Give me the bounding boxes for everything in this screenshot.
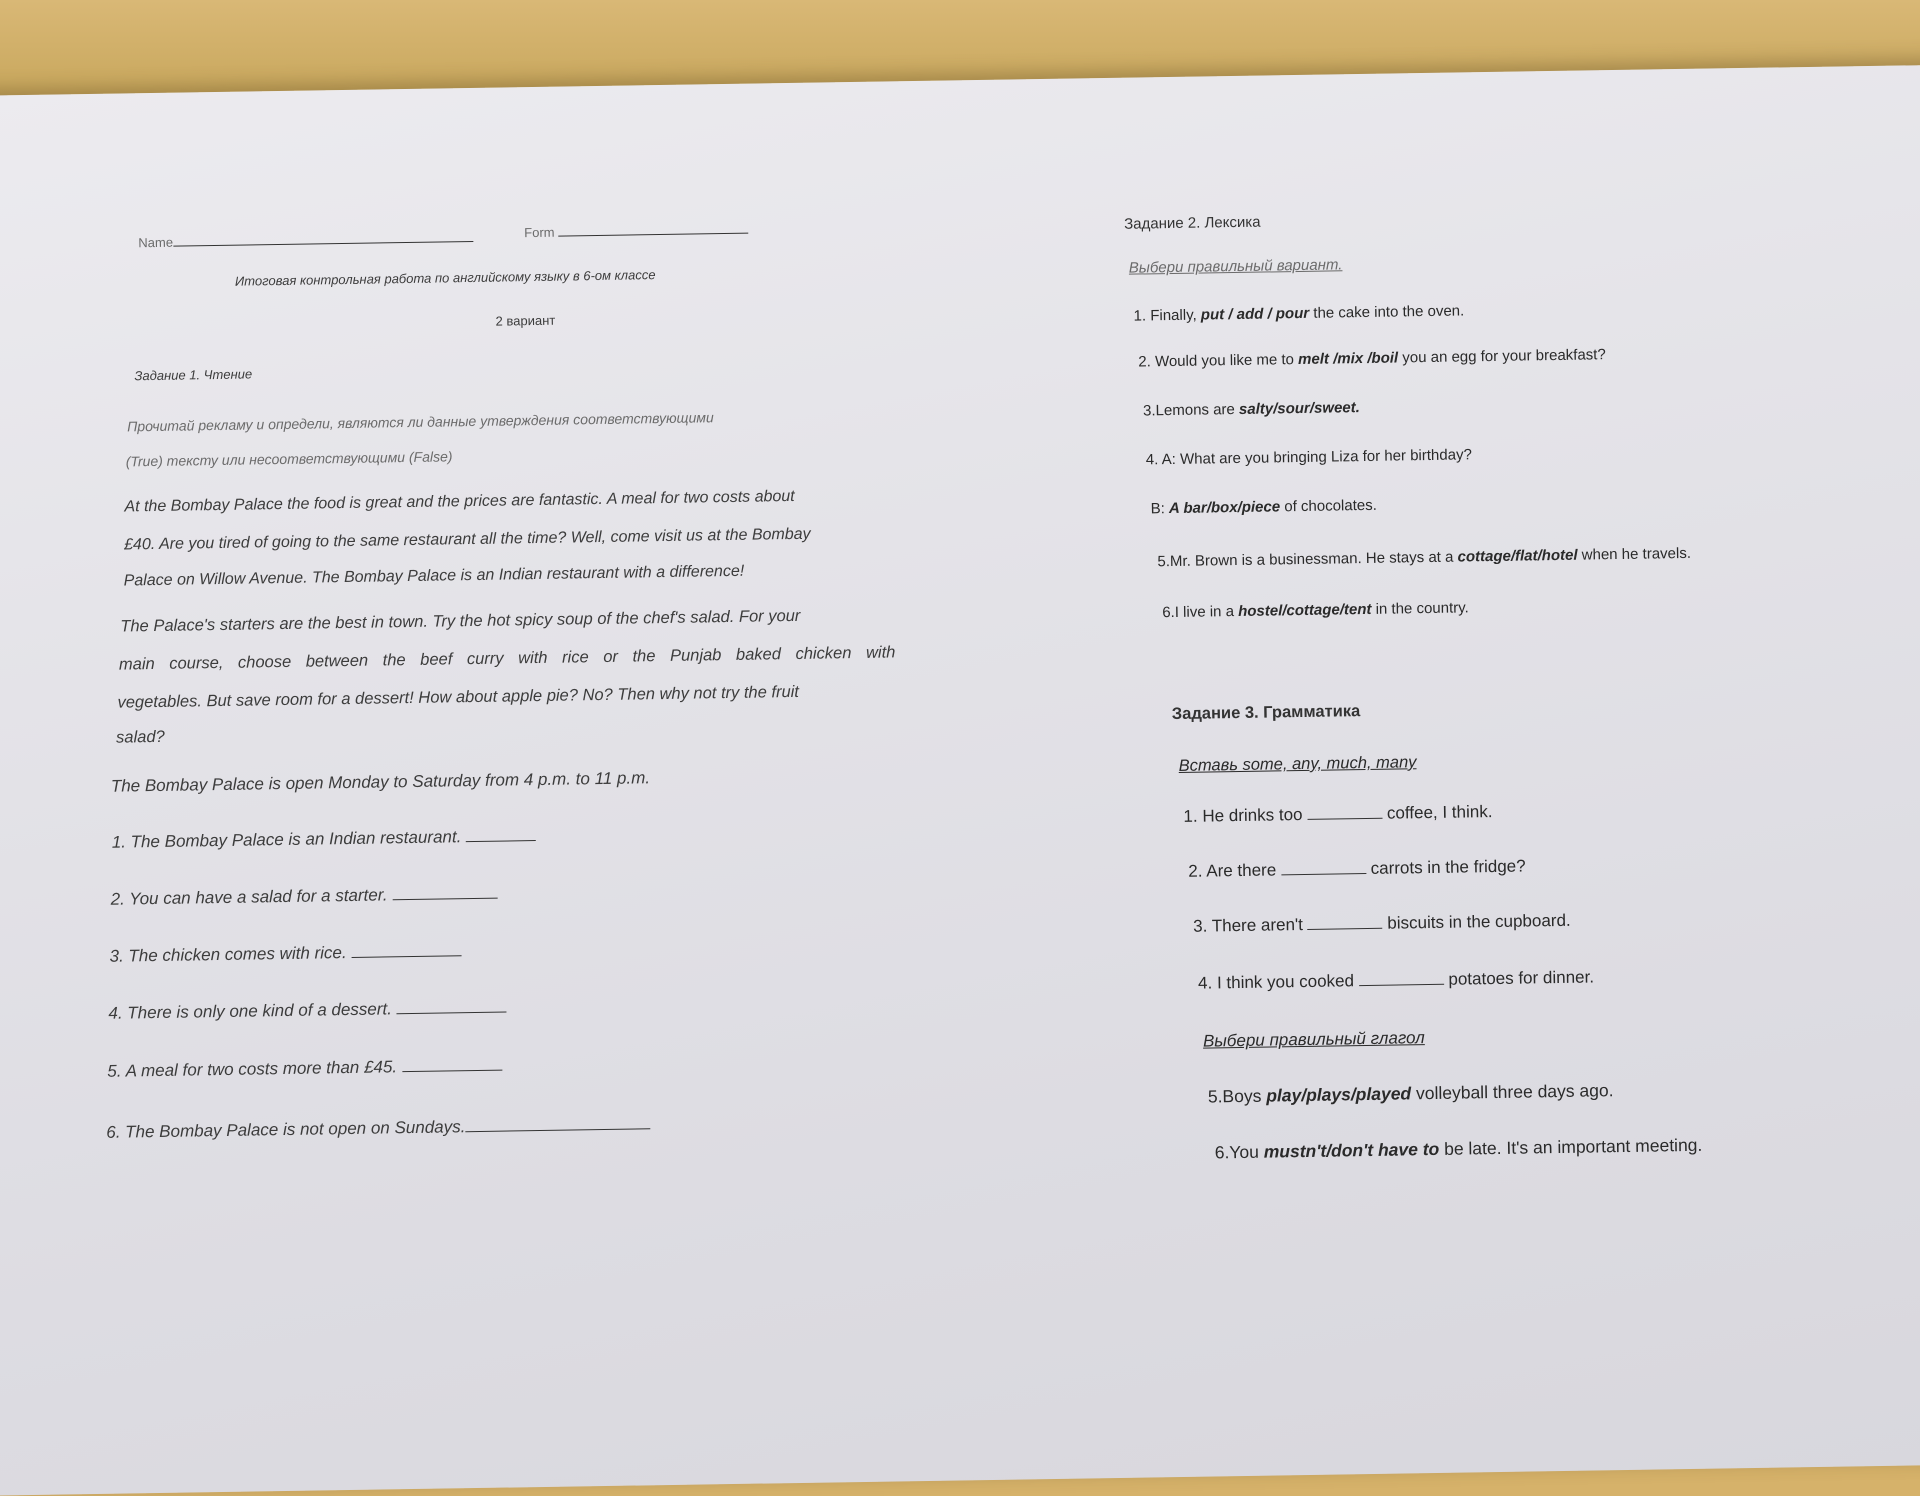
statement-4: 4. There is only one kind of a dessert. bbox=[108, 998, 506, 1024]
task2-heading: Задание 2. Лексика bbox=[1124, 213, 1261, 233]
paragraph1-line1: At the Bombay Palace the food is great and the prices are fantastic. A meal for two costs about bbox=[124, 487, 795, 516]
task3-item-4: 4. I think you cooked potatoes for dinner. bbox=[1197, 967, 1595, 993]
task1-instruction-line2: (True) тексту или несоответствующими (False) bbox=[125, 448, 453, 470]
task2-item-4b: B: A bar/box/piece of chocolates. bbox=[1150, 496, 1377, 518]
task3-item-1: 1. He drinks too coffee, I think. bbox=[1183, 802, 1493, 826]
task2-item-2: 2. Would you like me to melt /mix /boil you an egg for your breakfast? bbox=[1138, 346, 1606, 371]
worksheet-paper bbox=[0, 65, 1920, 1496]
task3-item-3: 3. There aren't biscuits in the cupboard. bbox=[1193, 910, 1571, 936]
task3-item-6: 6.You mustn't/don't have to be late. It's an important meeting. bbox=[1214, 1134, 1703, 1163]
task2-item-4a: 4. A: What are you bringing Liza for her birthday? bbox=[1145, 446, 1472, 469]
task3-instruction-1: Вставь some, any, much, many bbox=[1178, 753, 1417, 775]
task1-heading: Задание 1. Чтение bbox=[134, 366, 253, 384]
paragraph2-line1: The Palace's starters are the best in town. Try the hot spicy soup of the chef's salad. For your bbox=[120, 606, 801, 636]
paragraph1-line3: Palace on Willow Avenue. The Bombay Palace is an Indian restaurant with a difference! bbox=[123, 562, 745, 590]
statement-3: 3. The chicken comes with rice. bbox=[109, 941, 461, 967]
worksheet-title: Итоговая контрольная работа по английскому языку в 6-ом классе bbox=[234, 267, 656, 289]
task2-item-1: 1. Finally, put / add / pour the cake into the oven. bbox=[1133, 302, 1465, 325]
task3-heading: Задание 3. Грамматика bbox=[1171, 702, 1361, 724]
task3-item-5: 5.Boys play/plays/played volleyball three days ago. bbox=[1207, 1080, 1614, 1107]
variant-label: 2 вариант bbox=[495, 312, 556, 329]
statement-2: 2. You can have a salad for a starter. bbox=[110, 884, 497, 910]
task2-instruction: Выбери правильный вариант. bbox=[1128, 256, 1343, 277]
task3-instruction-2: Выбери правильный глагол bbox=[1202, 1028, 1425, 1051]
task2-item-5: 5.Mr. Brown is a businessman. He stays at a cottage/flat/hotel when he travels. bbox=[1157, 544, 1692, 571]
paragraph2-line3: vegetables. But save room for a dessert! How about apple pie? No? Then why not try the fruit bbox=[117, 682, 800, 712]
answer-blank[interactable] bbox=[465, 1127, 650, 1132]
answer-blank[interactable] bbox=[1359, 983, 1444, 986]
task1-instruction-line1: Прочитай рекламу и определи, являются ли данные утверждения соответствующими bbox=[127, 409, 714, 435]
answer-blank[interactable] bbox=[1281, 872, 1366, 875]
answer-blank[interactable] bbox=[402, 1069, 502, 1073]
form-label: Form bbox=[524, 222, 748, 241]
task3-item-2: 2. Are there carrots in the fridge? bbox=[1188, 856, 1526, 881]
answer-blank[interactable] bbox=[1308, 927, 1383, 930]
answer-blank[interactable] bbox=[397, 1011, 507, 1015]
answer-blank[interactable] bbox=[466, 839, 536, 842]
task2-item-6: 6.I live in a hostel/cottage/tent in the country. bbox=[1162, 599, 1469, 622]
paragraph1-line2: £40. Are you tired of going to the same restaurant all the time? Well, come visit us at the Bombay bbox=[123, 525, 811, 554]
answer-blank[interactable] bbox=[392, 897, 497, 901]
name-label: Name bbox=[138, 230, 473, 250]
paragraph2-line4: salad? bbox=[115, 727, 165, 747]
statement-1: 1. The Bombay Palace is an Indian restaurant. bbox=[112, 826, 537, 853]
statement-6: 6. The Bombay Palace is not open on Sundays. bbox=[106, 1114, 650, 1143]
paragraph2-line2: main course, choose between the beef curry with rice or the Punjab baked chicken with bbox=[118, 643, 896, 674]
task2-item-3: 3.Lemons are salty/sour/sweet. bbox=[1142, 399, 1360, 420]
answer-blank[interactable] bbox=[1307, 817, 1382, 820]
answer-blank[interactable] bbox=[351, 954, 461, 958]
statement-5: 5. A meal for two costs more than £45. bbox=[107, 1056, 502, 1082]
paragraph3: The Bombay Palace is open Monday to Saturday from 4 p.m. to 11 p.m. bbox=[110, 768, 651, 796]
